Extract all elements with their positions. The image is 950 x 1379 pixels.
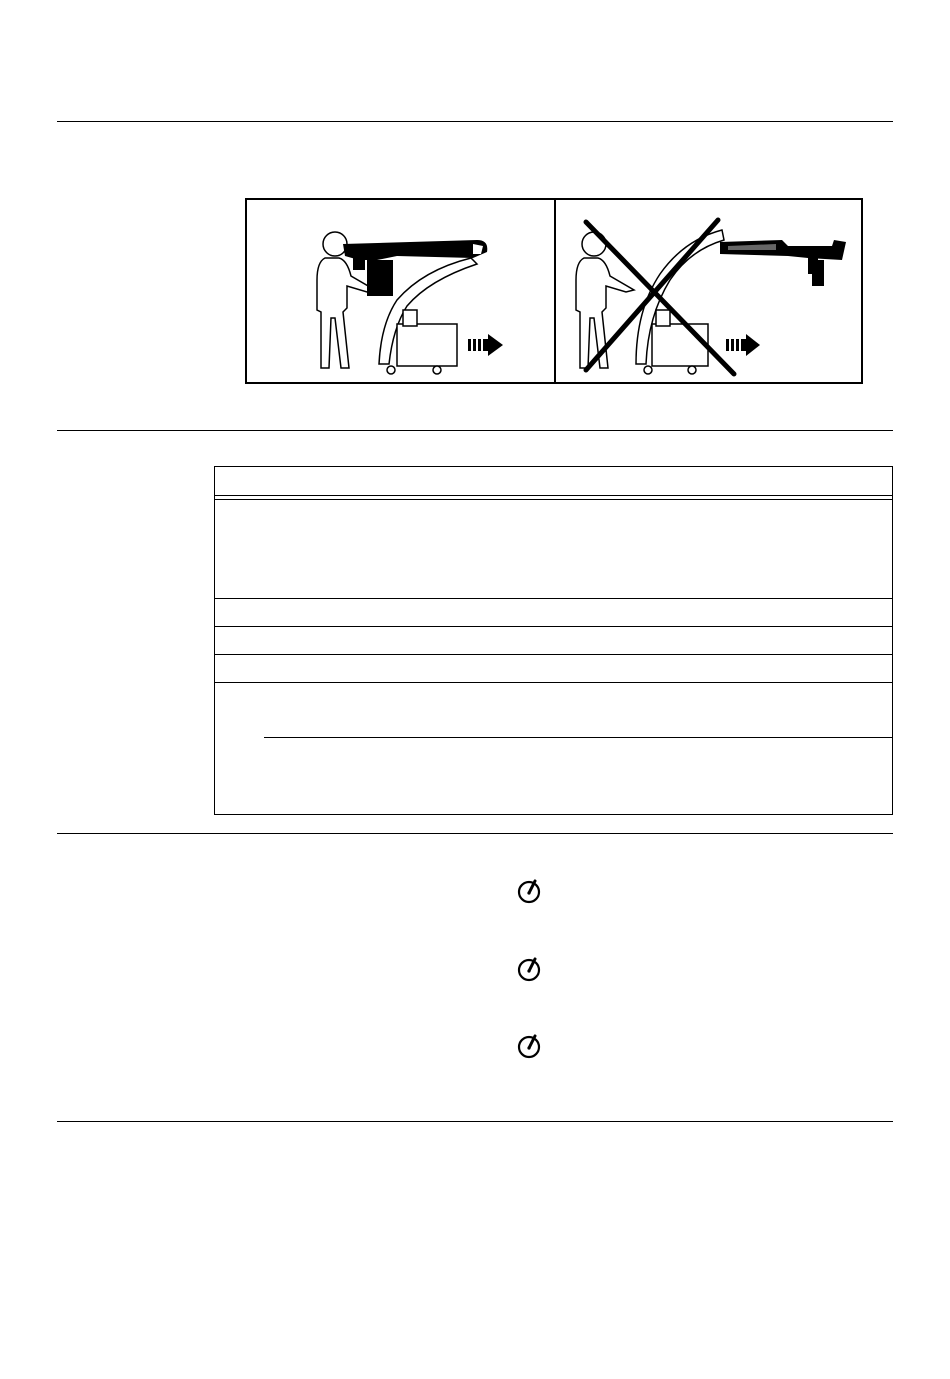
table-row: [215, 500, 892, 598]
table-row: [215, 738, 892, 814]
figure-panel-incorrect: [554, 198, 863, 384]
c-arm-transport-correct-illustration: [247, 200, 554, 382]
c-arm-transport-incorrect-illustration: [556, 200, 861, 382]
section-divider-table: [57, 833, 893, 834]
table-row: [215, 683, 892, 737]
section-divider-figure: [57, 430, 893, 431]
table-header-row: [215, 467, 892, 495]
checklist-pen-icon: [516, 954, 544, 982]
transport-figure: [245, 198, 863, 384]
section-divider-bottom: [57, 1121, 893, 1122]
table-row: [215, 627, 892, 654]
checklist-pen-icon: [516, 1031, 544, 1059]
table-header-divider: [215, 495, 892, 496]
checklist-pen-icon: [516, 876, 544, 904]
section-divider-top: [57, 121, 893, 122]
table-row: [215, 655, 892, 682]
info-table: [214, 466, 893, 815]
figure-panel-correct: [245, 198, 556, 384]
table-row: [215, 599, 892, 626]
page-header: [57, 60, 893, 100]
